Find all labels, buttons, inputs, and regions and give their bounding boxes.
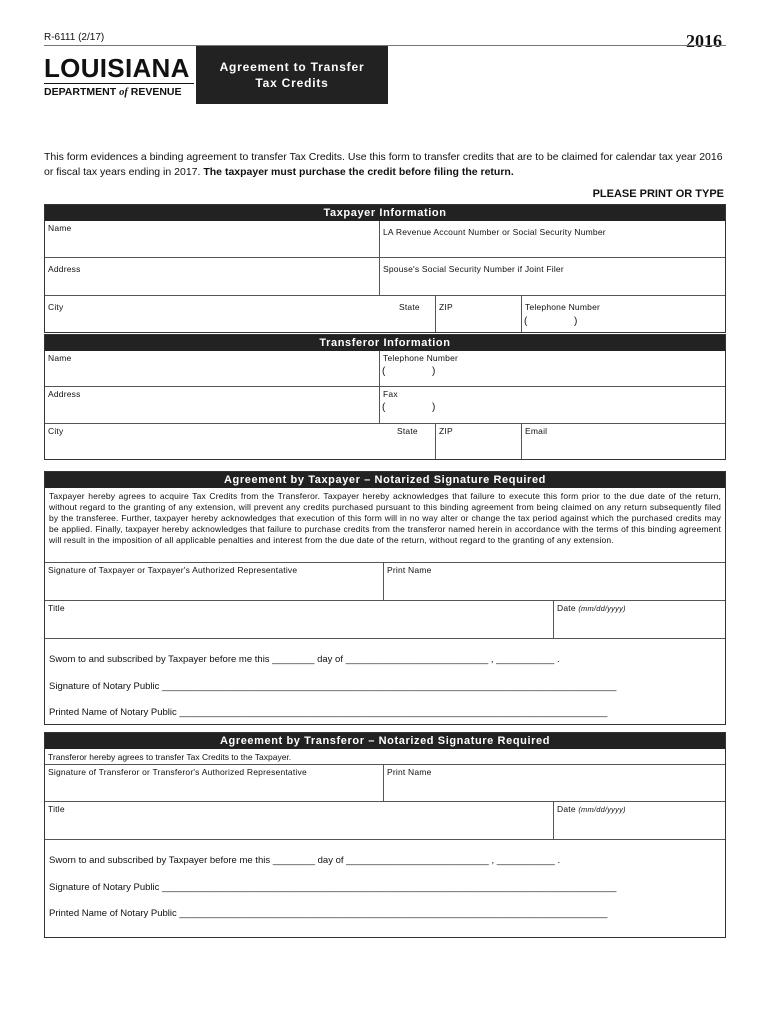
transferor-phone-open: ( [382, 366, 386, 377]
transferor-information-section [44, 334, 726, 460]
taxpayer-print-name-field[interactable] [383, 563, 725, 600]
intro-plain: This form evidences a binding agreement to transfer Tax Credits. Use this form to transfer credits that are to be claimed for calendar tax year 2016 or fiscal tax years ending in 2017. [44, 151, 723, 178]
transferor-date-label: Date [557, 804, 576, 814]
transferor-notary-name-line[interactable]: Printed Name of Notary Public _________________________________________________________________________________ [49, 908, 608, 919]
transferor-phone-close: ) [432, 366, 436, 377]
transferor-zip-label: ZIP [439, 426, 453, 436]
taxpayer-account-label: LA Revenue Account Number or Social Security Number [383, 227, 606, 237]
form-number: R-6111 (2/17) [44, 32, 105, 43]
taxpayer-date-field[interactable] [553, 601, 725, 638]
transferor-row-1 [45, 351, 725, 387]
transferor-address-label: Address [48, 389, 81, 399]
transferor-information-title: Transferor Information [45, 335, 725, 351]
taxpayer-title-row [45, 601, 725, 639]
transferor-date-field[interactable] [553, 802, 725, 839]
taxpayer-name-field[interactable] [45, 221, 381, 261]
transferor-agreement-title: Agreement by Transferor – Notarized Signature Required [45, 733, 725, 749]
taxpayer-sworn-line[interactable]: Swom to and subscribed by Taxpayer before me this ________ day of ___________________________ , ___________ . [49, 654, 560, 665]
transferor-signature-label: Signature of Transferor or Transferor's Authorized Representative [48, 767, 307, 777]
taxpayer-signature-field[interactable] [45, 563, 387, 604]
transferor-sworn-line[interactable]: Sworn to and subscribed by Taxpayer before me this ________ day of ___________________________ , ___________ . [49, 855, 561, 866]
taxpayer-date-format: (mm/dd/yyyy) [578, 604, 626, 613]
taxpayer-address-label: Address [48, 264, 81, 274]
taxpayer-agreement-paragraph: Taxpayer hereby agrees to acquire Tax Credits from the Transferor. Taxpayer hereby acknowledges that failure to execute this form prior to the due date of the return, without regard to the granting of any extension, will prevent any credits purchased pursuant to this binding agreement from being claimed on any return subsequently filed by the transferee. Further, taxpayer hereby acknowledges that execution of this form will in no way alter or change the tax period against which the purchased credits may be applied. Finally, taxpayer hereby acknowledges that failure to purchase credits from the transferor named herein in accordance with the terms of this binding agreement will result in the imposition of all applicable penalties and interest from the due date of the return, without regard to the granting of any extension. [49, 491, 721, 545]
transferor-row-2 [45, 387, 725, 424]
taxpayer-agreement-title: Agreement by Taxpayer – Notarized Signature Required [45, 472, 725, 488]
transferor-fax-close: ) [432, 402, 436, 413]
transferor-print-name-field[interactable] [383, 765, 725, 801]
tax-year: 2016 [686, 31, 722, 51]
taxpayer-signature-label: Signature of Taxpayer or Taxpayer's Authorized Representative [48, 565, 298, 575]
taxpayer-notary-block [45, 639, 725, 725]
transferor-row-3 [45, 424, 725, 459]
logo-dept-of: of [119, 87, 128, 98]
taxpayer-notary-signature-line[interactable]: Signature of Notary Public ______________________________________________________________________________________ [49, 681, 617, 692]
logo-dept-a: DEPARTMENT [44, 86, 120, 98]
transferor-state-label: State [397, 426, 418, 436]
transferor-print-name-label: Print Name [387, 767, 432, 777]
taxpayer-signature-row [45, 563, 725, 601]
please-print: PLEASE PRINT OR TYPE [592, 188, 724, 200]
transferor-title-label: Title [48, 804, 65, 814]
transferor-fax-open: ( [382, 402, 386, 413]
taxpayer-agreement-section [44, 471, 726, 725]
transferor-notary-signature-line[interactable]: Signature of Notary Public ______________________________________________________________________________________ [49, 882, 617, 893]
transferor-city-field[interactable] [45, 424, 381, 463]
taxpayer-information-title: Taxpayer Information [45, 205, 725, 221]
logo-state: LOUISIANA [44, 53, 190, 83]
transferor-email-field[interactable] [521, 424, 725, 459]
transferor-telephone-field[interactable] [379, 351, 725, 386]
transferor-signature-field[interactable] [45, 765, 387, 805]
transferor-name-label: Name [48, 353, 72, 363]
taxpayer-print-name-label: Print Name [387, 565, 432, 575]
taxpayer-information-section [44, 204, 726, 333]
transferor-fax-field[interactable] [379, 387, 725, 423]
taxpayer-row-1 [45, 221, 725, 258]
taxpayer-zip-label: ZIP [439, 302, 453, 312]
taxpayer-area-close: ) [574, 316, 578, 327]
taxpayer-notary-name-line[interactable]: Printed Name of Notary Public _________________________________________________________________________________ [49, 707, 608, 718]
taxpayer-state-field[interactable] [379, 296, 435, 332]
transferor-fax-label: Fax [383, 389, 398, 399]
transferor-state-field[interactable] [379, 424, 435, 459]
taxpayer-title-label: Title [48, 603, 65, 613]
form-title: Agreement to Transfer Tax Credits [196, 46, 388, 104]
taxpayer-telephone-label: Telephone Number [525, 302, 601, 312]
transferor-title-field[interactable] [45, 802, 556, 843]
transferor-notary-block [45, 840, 725, 926]
transferor-name-field[interactable] [45, 351, 381, 390]
taxpayer-account-field[interactable] [379, 221, 725, 257]
taxpayer-agreement-text-row [45, 488, 725, 563]
taxpayer-spouse-ssn-field[interactable] [379, 258, 725, 295]
logo-department [44, 83, 194, 98]
taxpayer-name-label: Name [48, 223, 72, 233]
transferor-date-format: (mm/dd/yyyy) [578, 805, 626, 814]
transferor-telephone-label: Telephone Number [383, 353, 459, 363]
intro-text [44, 150, 726, 180]
taxpayer-area-open: ( [524, 316, 528, 327]
transferor-signature-row [45, 764, 725, 802]
taxpayer-zip-field[interactable] [435, 296, 521, 332]
taxpayer-row-3 [45, 296, 725, 332]
taxpayer-date-label: Date [557, 603, 576, 613]
transferor-city-label: City [48, 426, 64, 436]
louisiana-logo [44, 55, 194, 98]
taxpayer-title-field[interactable] [45, 601, 556, 642]
transferor-zip-field[interactable] [435, 424, 521, 459]
intro-bold: The taxpayer must purchase the credit before filing the return. [203, 166, 514, 178]
transferor-agreement-paragraph: Transferor hereby agrees to transfer Tax Credits to the Taxpayer. [48, 752, 292, 762]
transferor-title-row [45, 802, 725, 840]
transferor-email-label: Email [525, 426, 548, 436]
taxpayer-city-label: City [48, 302, 64, 312]
taxpayer-telephone-field[interactable] [521, 296, 725, 332]
taxpayer-state-label: State [399, 302, 420, 312]
transferor-agreement-section [44, 732, 726, 938]
transferor-address-field[interactable] [45, 387, 381, 427]
taxpayer-row-2 [45, 258, 725, 296]
logo-dept-c: REVENUE [127, 86, 182, 98]
taxpayer-spouse-ssn-label: Spouse's Social Security Number if Joint Filer [383, 264, 564, 274]
